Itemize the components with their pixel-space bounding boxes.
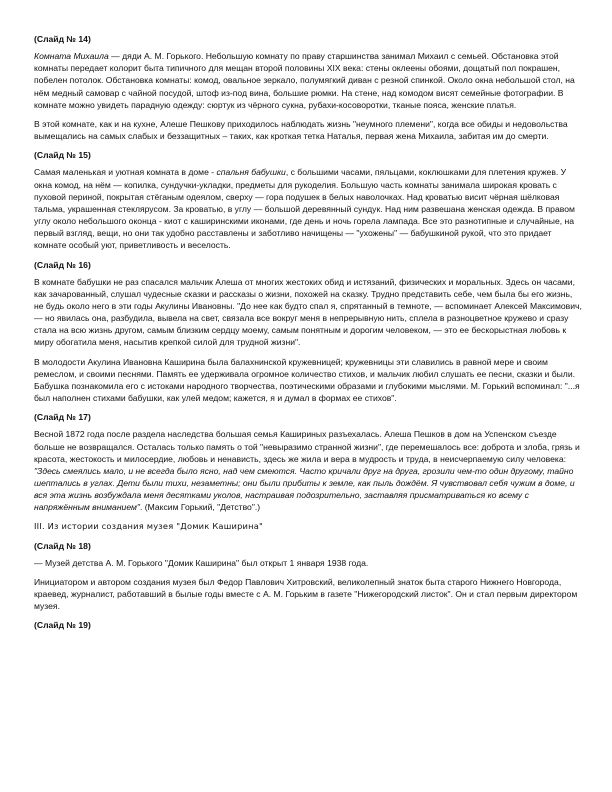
document-body	[34, 33, 583, 632]
paragraph-unclever-tribe: В этой комнате, как и на кухне, Алеше Пешкову приходилось наблюдать жизнь "неумного племени", когда все обиды и недовольства вымещались на самых слабых и беззащитных – таких, как кроткая тетка Наталья, первая жена Михаила, забитая им до смерти.	[34, 118, 568, 142]
grandmother-bedroom-text: , с большими часами, пяльцами, коклюшками для плетения кружев. У окна комод, на нём — копилка, сундучки-укладки, предметы для рукоделия. Большую часть комнаты занимала широкая кровать с пуховой периной, покрытая стёганым одеялом, сверху — гора подушек в белых наволочках. Над кроватью висит чёрная шёлковая тальма, украшенная стеклярусом. За кроватью, в углу — большой деревянный сундук. Над ним развешана женская одежда. В правом углу около небольшого оконца - киот с каширинскими иконами, где день и ночь горела лампада. Все это разнотипные и случайные, на первый взгляд, вещи, но они так удобно расставлены и заботливо начищены — "ухожены" — бабушкиной рукой, что это придает комнате особый уют, приветливость и веселость.	[34, 167, 575, 251]
spring-1872-text: Весной 1872 года после раздела наследства большая семья Кашириных разъехалась. Алеша Пешков в дом на Успенском съезде больше не возвращался. Осталась только память о той "невыразимо странной жизни", где перемешалось все: доброта и злоба, грязь и красота, жестокость и милосердие, любовь и ненависть, здесь же жила и вера в мудрость и труда, в неисчерпаемую силу человека:	[34, 429, 580, 464]
mikhail-room-term: Комната Михаила	[34, 51, 109, 62]
paragraph-lacemaker: В молодости Акулина Ивановна Каширина была балахнинской кружевницей; кружевницы эти славились в равной мере и своим ремеслом, и своими песнями. Память ее удерживала огромное количество стихов, и мальчик любил слушать ее песни, сказки и были. Бабушка познакомила его с истоками народного творчества, поэтическими образами и глубокими мыслями. М. Горький вспоминал: "...я был наполнен стихами бабушки, как улей медом; кажется, я и думал в формах ее стихов".	[34, 356, 580, 404]
slide-16-label: (Слайд № 16)	[34, 259, 91, 270]
grandmother-bedroom-lead: Самая маленькая и уютная комната в доме -	[34, 167, 217, 178]
slide-18-label: (Слайд № 18)	[34, 540, 91, 551]
mikhail-room-text: — дяди А. М. Горького. Небольшую комнату по праву старшинства занимал Михаил с семьей. Обстановка этой комнаты передает колорит быта типичного для мещан второй половины XIX века: стены оклеены обоями, дощатый пол покрашен, побелен потолок. Обстановка комнаты: комод, овальное зеркало, полумягкий диван с резной спинкой. Около окна небольшой стол, на нём медный самовар с чайной посудой, штоф из-под вина, большие рюмки. На стене, над комодом висят семейные фотографии. В комнате можно увидеть парадную одежду: сюртук из чёрного сукна, рубахи-косоворотки, тканые пояса, женские платья.	[34, 51, 575, 110]
childhood-quote: "Здесь смеялись мало, и не всегда было ясно, над чем смеются. Часто кричали друг на друга, грозили чем-то один другому, тайно шептались в углах. Дети были тихи, незаметны; они были прибиты к земле, как пыль дождём. Я чувствовал себя чужим в доме, и вся эта жизнь возбуждала меня десятками уколов, настраивая подозрительно, заставляя присматриваться ко всему с напряжённым вниманием"	[34, 465, 575, 513]
paragraph-museum-opened: — Музей детства А. М. Горького "Домик Каширина" был открыт 1 января 1938 года.	[34, 557, 369, 568]
paragraph-mikhail-room	[34, 50, 583, 111]
section-heading: III. Из истории создания музея "Домик Каширина"	[34, 521, 264, 532]
paragraph-grandmother-bedroom	[34, 166, 583, 251]
grandmother-bedroom-term: спальня бабушки	[216, 167, 286, 178]
slide-17-label: (Слайд № 17)	[34, 412, 91, 423]
paragraph-grandmother-refuge: В комнате бабушки не раз спасался мальчик Алеша от многих жестоких обид и истязаний, физических и моральных. Здесь он часами, как зачарованный, слушал чудесные сказки и рассказы о жизни, похожей на сказку. Трудно представить себе, чем была бы его жизнь, не будь около него в эти годы Акулины Ивановны. "До нее как будто спал я, спрятанный в темноте, — вспоминает Алексей Максимович, — но явилась она, разбудила, вывела на свет, связала все вокруг меня в непрерывную нить, сплела в разноцветное кружево и сразу стала на всю жизнь другом, самым близким сердцу моему, самым понятным и дорогим человеком, — это ее бескорыстная любовь к миру обогатила меня, насытив крепкой силой для трудной жизни".	[34, 276, 582, 348]
slide-15-label: (Слайд № 15)	[34, 150, 91, 161]
slide-19-label: (Слайд № 19)	[34, 620, 91, 631]
paragraph-museum-founder: Инициатором и автором создания музея был Федор Павлович Хитровский, великолепный знаток быта старого Нижнего Новгорода, краевед, журналист, работавший в былые годы вместе с А. М. Горьким в газете "Нижегородский листок". Он и стал первым директором музея.	[34, 576, 578, 612]
paragraph-spring-1872	[34, 428, 583, 513]
slide-14-label: (Слайд № 14)	[34, 34, 91, 44]
childhood-citation: . (Максим Горький, "Детство".)	[139, 502, 261, 513]
